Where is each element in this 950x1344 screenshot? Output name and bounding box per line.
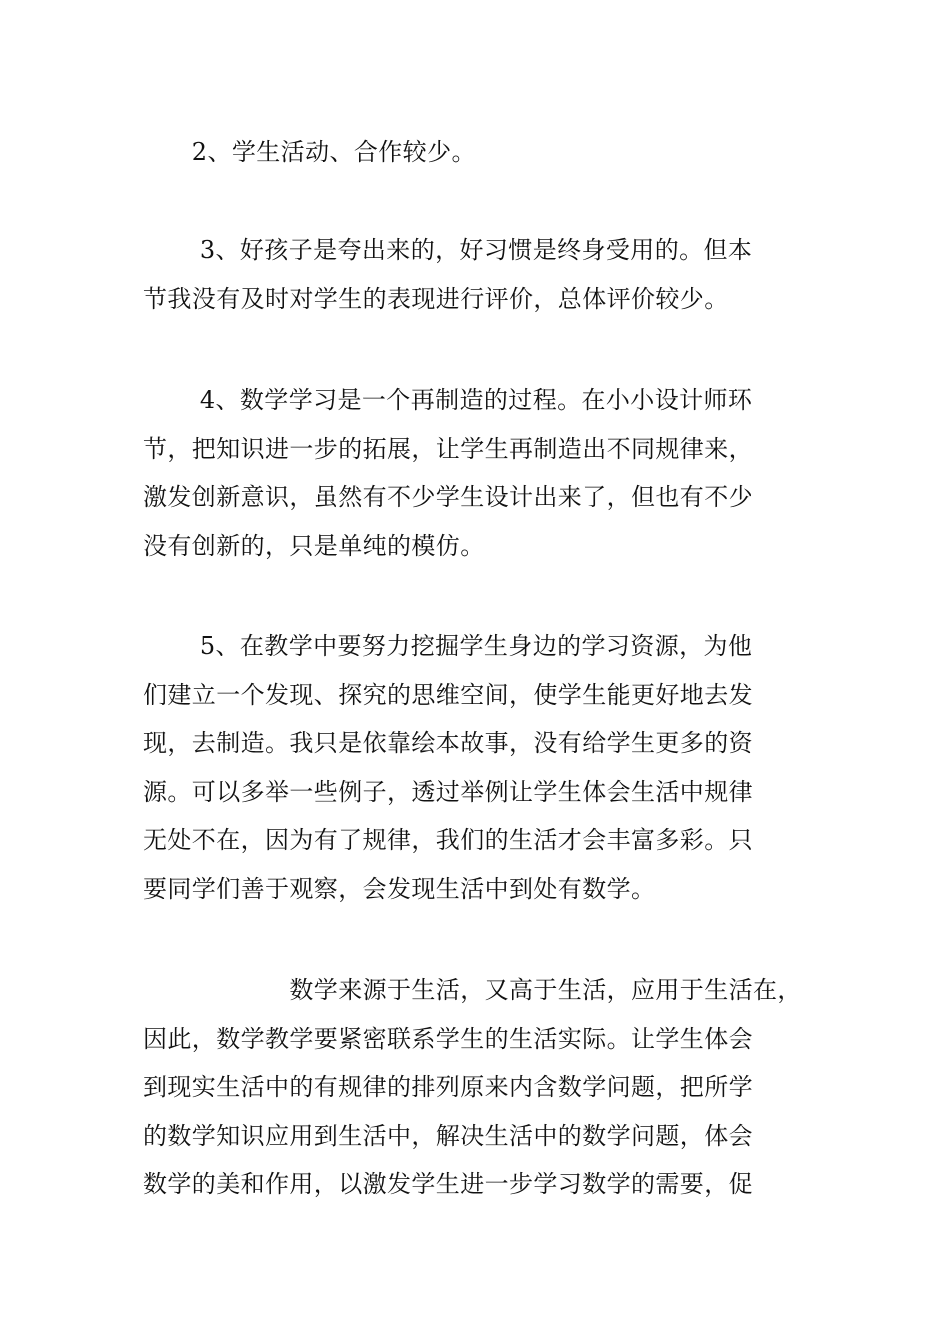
paragraph-line: 的数学知识应用到生活中，解决生活中的数学问题，体会 [143,1121,753,1150]
paragraph-4 [143,376,811,570]
paragraph-line: 5、在教学中要努力挖掘学生身边的学习资源，为他 [143,632,753,660]
paragraph-summary [143,966,811,1209]
paragraph-line: 现，去制造。我只是依靠绘本故事，没有给学生更多的资 [143,729,753,757]
paragraph-line: 3、好孩子是夸出来的，好习惯是终身受用的。但本 [143,236,753,264]
paragraph-line: 要同学们善于观察，会发现生活中到处有数学。 [143,874,656,903]
paragraph-line: 数学来源于生活，又高于生活，应用于生活在， [143,976,802,1004]
paragraph-line: 们建立一个发现、探究的思维空间，使学生能更好地去发 [143,680,753,709]
paragraph-2 [143,128,811,177]
paragraph-line: 数学的美和作用，以激发学生进一步学习数学的需要，促 [143,1170,753,1198]
paragraph-3 [143,226,811,323]
paragraph-line: 2、学生活动、合作较少。 [143,138,476,166]
paragraph-line: 节我没有及时对学生的表现进行评价，总体评价较少。 [143,284,729,313]
paragraph-line: 到现实生活中的有规律的排列原来内含数学问题，把所学 [143,1073,753,1101]
paragraph-line: 源。可以多举一些例子，透过举例让学生体会生活中规律 [143,777,753,806]
paragraph-line: 激发创新意识，虽然有不少学生设计出来了，但也有不少 [143,483,753,511]
paragraph-line: 4、数学学习是一个再制造的过程。在小小设计师环 [143,386,753,414]
paragraph-5 [143,622,811,913]
paragraph-line: 没有创新的，只是单纯的模仿。 [143,531,485,560]
paragraph-line: 因此，数学教学要紧密联系学生的生活实际。让学生体会 [143,1024,753,1053]
paragraph-line: 节，把知识进一步的拓展，让学生再制造出不同规律来， [143,434,753,463]
paragraph-line: 无处不在，因为有了规律，我们的生活才会丰富多彩。只 [143,826,753,854]
